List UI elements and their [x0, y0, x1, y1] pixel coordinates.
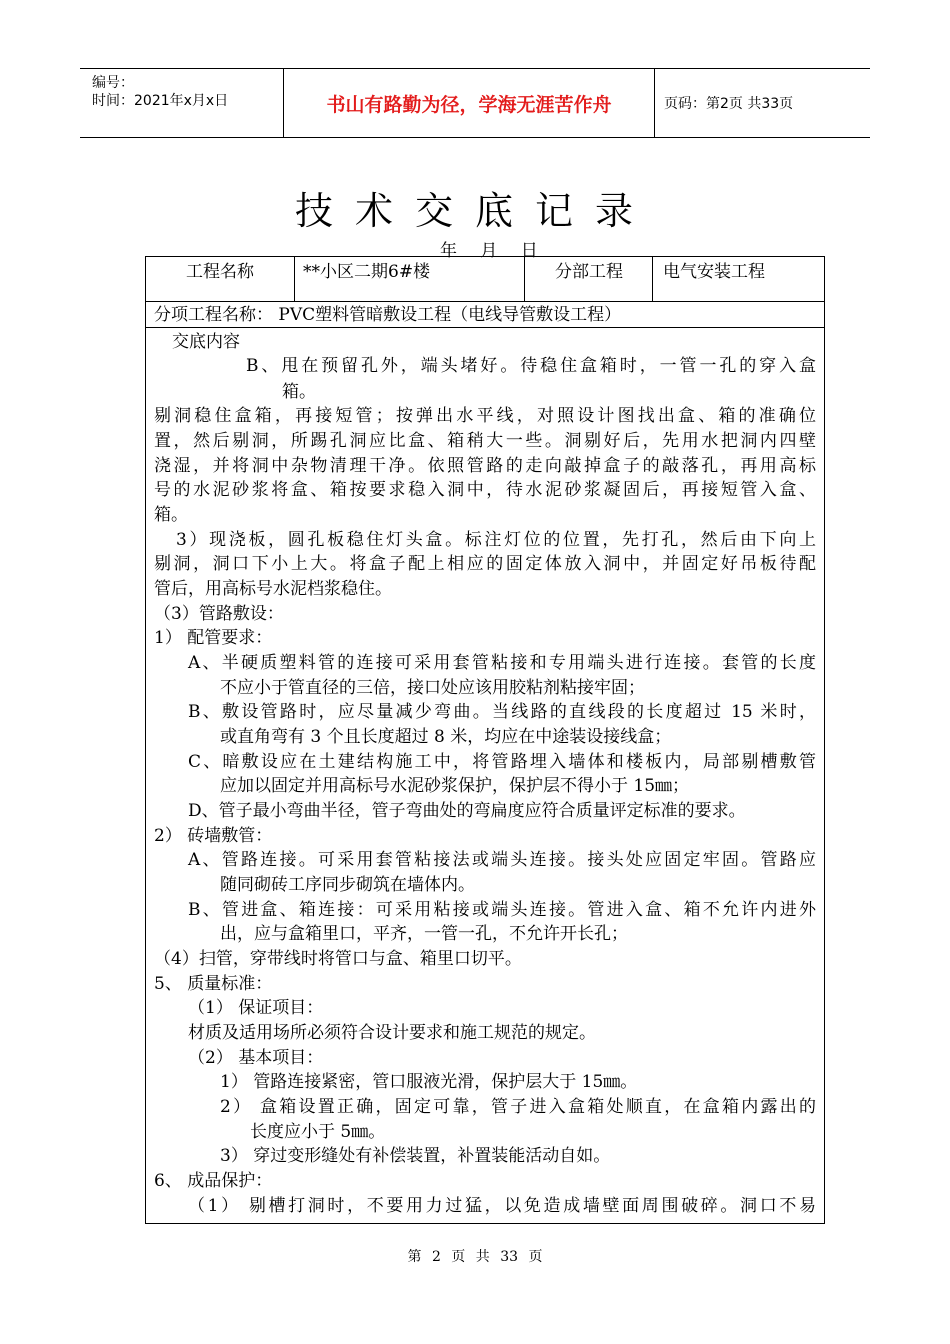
content-line: 2） 盒箱设置正确，固定可靠，管子进入盒箱处顺直，在盒箱内露出的 [220, 1097, 816, 1117]
content-line: 2） 砖墙敷管： [154, 826, 273, 846]
content-line: 剔洞稳住盒箱，再接短管；按弹出水平线，对照设计图找出盒、箱的准确位 [154, 406, 816, 426]
content-line: 箱。 [282, 382, 316, 402]
content-line: 浇湿，并将洞中杂物清理干净。依照管路的走向敲掉盒子的敲落孔，再用高标 [154, 456, 816, 476]
content-line: （4）扫管，穿带线时将管口与盒、箱里口切平。 [154, 949, 522, 969]
content-line: A、半硬质塑料管的连接可采用套管粘接和专用端头进行连接。套管的长度 [188, 653, 816, 673]
division-label: 分部工程 [526, 257, 653, 301]
content-line: （1） 剔槽打洞时，不要用力过猛，以免造成墙壁面周围破碎。洞口不易 [188, 1196, 816, 1216]
header-motto: 书山有路勤为径，学海无涯苦作舟 [283, 69, 655, 137]
content-line: 交底内容 [172, 332, 240, 352]
content-line: D、管子最小弯曲半径，管子弯曲处的弯扁度应符合质量评定标准的要求。 [188, 801, 746, 821]
content-line: （3）管路敷设： [154, 604, 284, 624]
document-title: 技术交底记录 [294, 189, 655, 233]
project-value: **小区二期6#楼 [295, 257, 525, 301]
content-line: B、敷设管路时，应尽量减少弯曲。当线路的直线段的长度超过 15 米时， [188, 702, 816, 722]
page-header [80, 68, 870, 138]
content-line: （1） 保证项目： [188, 998, 324, 1018]
time-label: 时间：2021年x月x日 [92, 93, 229, 109]
content-line: 箱。 [154, 505, 188, 525]
content-line: 长度应小于 5㎜。 [250, 1122, 386, 1142]
content-line: 6、 成品保护： [154, 1171, 273, 1191]
content-line: 3） 穿过变形缝处有补偿装置，补置装能活动自如。 [220, 1146, 611, 1166]
content-line: 不应小于管直径的三倍，接口处应该用胶粘剂粘接牢固； [220, 678, 645, 698]
content-line: 号的水泥砂浆将盒、箱按要求稳入洞中，待水泥砂浆凝固后，再接短管入盒、 [154, 480, 816, 500]
content-line: B、甩在预留孔外，端头堵好。待稳住盒箱时，一管一孔的穿入盒 [246, 356, 816, 376]
content-line: 随同砌砖工序同步砌筑在墙体内。 [220, 875, 475, 895]
content-line: 置，然后剔洞，所踢孔洞应比盒、箱稍大一些。洞剔好后，先用水把洞内四壁 [154, 431, 816, 451]
content-line: 应加以固定并用高标号水泥砂浆保护，保护层不得小于 15㎜； [220, 776, 690, 796]
content-line: A、管路连接。可采用套管粘接法或端头连接。接头处应固定牢固。管路应 [188, 850, 816, 870]
date-line: 年 月 日 [440, 241, 538, 261]
content-line: 1） 配管要求： [154, 628, 273, 648]
content-line: 剔洞，洞口下小上大。将盒子配上相应的固定体放入洞中，并固定好吊板待配 [154, 554, 816, 574]
content-line: B、管进盒、箱连接：可采用粘接或端头连接。管进入盒、箱不允许内进外 [188, 900, 816, 920]
content-line: 管后，用高标号水泥档浆稳住。 [154, 579, 392, 599]
subitem-row: 分项工程名称： PVC塑料管暗敷设工程（电线导管敷设工程） [146, 302, 824, 328]
number-label: 编号： [92, 75, 134, 91]
project-label: 工程名称 [146, 257, 295, 301]
project-row [146, 257, 824, 302]
content-line: 材质及适用场所必须符合设计要求和施工规范的规定。 [188, 1023, 596, 1043]
header-meta [80, 69, 283, 137]
content-line: （2） 基本项目： [188, 1048, 324, 1068]
content-line: 或直角弯有 3 个且长度超过 8 米，均应在中途装设接线盒； [220, 727, 672, 747]
header-page-info: 页码：第2页 共33页 [664, 96, 794, 112]
content-line: 5、 质量标准： [154, 974, 273, 994]
record-table [145, 256, 825, 1224]
division-value: 电气安装工程 [663, 262, 765, 282]
content-line: 3）现浇板，圆孔板稳住灯头盒。标注灯位的位置，先打孔，然后由下向上 [176, 530, 816, 550]
content-line: 1） 管路连接紧密，管口服液光滑，保护层大于 15㎜。 [220, 1072, 638, 1092]
content-line: 出，应与盒箱里口，平齐，一管一孔，不允许开长孔； [220, 924, 628, 944]
page-footer: 第 2 页 共 33 页 [407, 1249, 543, 1265]
content-line: C、暗敷设应在土建结构施工中，将管路埋入墙体和楼板内，局部剔槽敷管 [188, 752, 816, 772]
